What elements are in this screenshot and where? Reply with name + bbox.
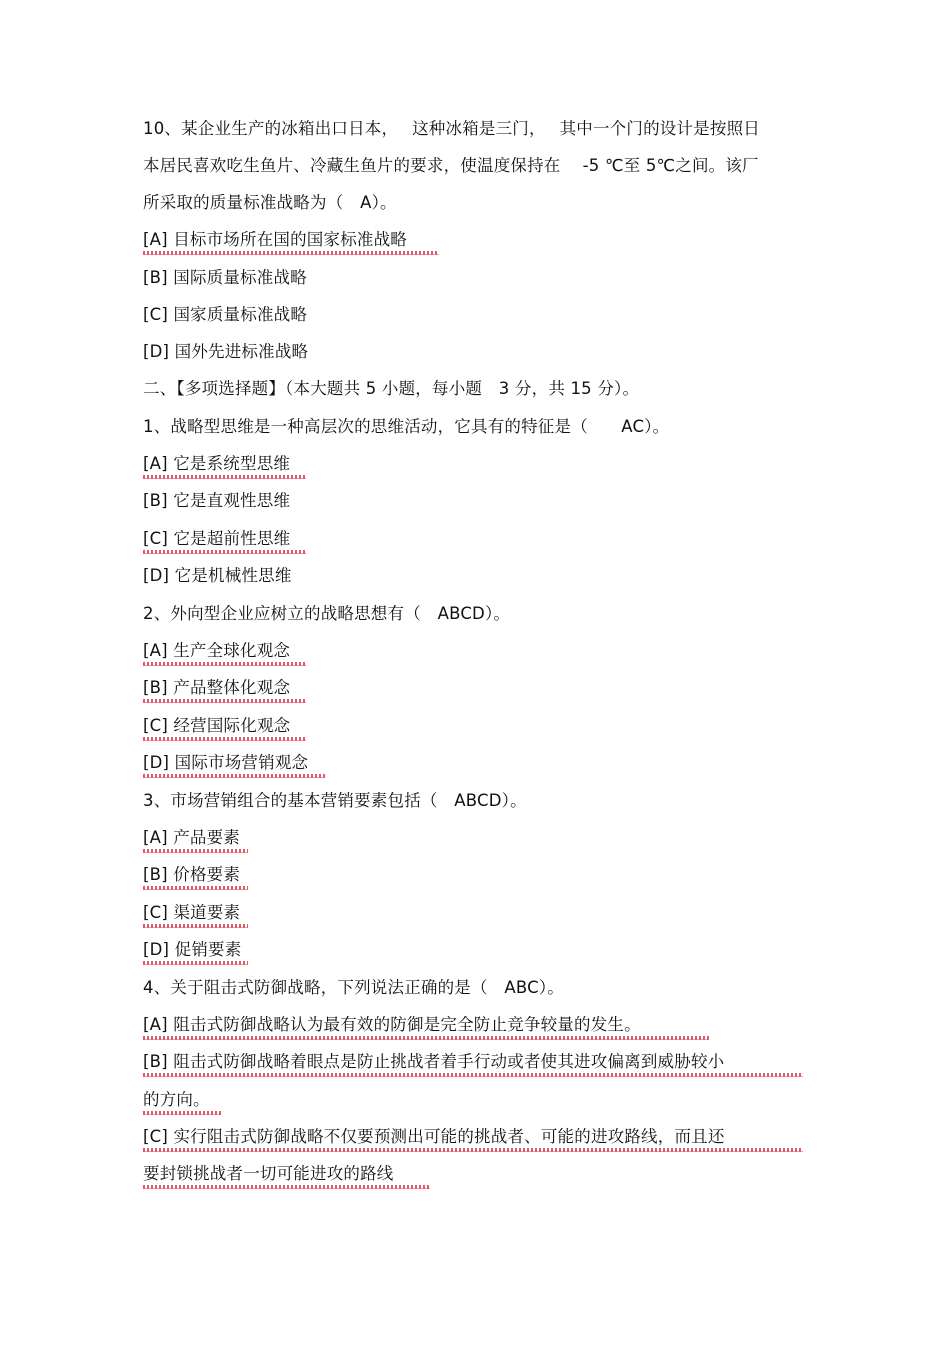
mq1-option-c-underline bbox=[143, 550, 306, 554]
mq2-option-b: [B] 产品整体化观念 bbox=[143, 678, 291, 697]
mq3-option-b-underline bbox=[143, 886, 248, 890]
q10-option-c: [C] 国家质量标准战略 bbox=[143, 305, 308, 324]
q10-option-b: [B] 国际质量标准战略 bbox=[143, 268, 307, 287]
mq2-option-d-underline bbox=[143, 774, 325, 778]
mq1-option-c: [C] 它是超前性思维 bbox=[143, 529, 291, 548]
mq2-option-b-underline bbox=[143, 699, 306, 703]
multi-question-3: 3、市场营销组合的基本营销要素包括（ ABCD）。 bbox=[143, 791, 527, 810]
mq4-option-c-underline-2 bbox=[143, 1185, 430, 1189]
multi-question-2: 2、外向型企业应树立的战略思想有（ ABCD）。 bbox=[143, 604, 511, 623]
mq3-option-c: [C] 渠道要素 bbox=[143, 903, 241, 922]
question-10-line-3: 所采取的质量标准战略为（ A）。 bbox=[143, 193, 397, 212]
mq2-option-c: [C] 经营国际化观念 bbox=[143, 716, 291, 735]
q10-option-d: [D] 国外先进标准战略 bbox=[143, 342, 309, 361]
mq4-option-b-line-1: [B] 阻击式防御战略着眼点是防止挑战者着手行动或者使其进攻偏离到威胁较小 bbox=[143, 1052, 725, 1071]
mq4-option-c-line-1: [C] 实行阻击式防御战略不仅要预测出可能的挑战者、可能的进攻路线，而且还 bbox=[143, 1127, 725, 1146]
mq3-option-a-underline bbox=[143, 849, 248, 853]
multi-question-1: 1、战略型思维是一种高层次的思维活动，它具有的特征是（ AC）。 bbox=[143, 417, 670, 436]
mq1-option-d: [D] 它是机械性思维 bbox=[143, 566, 292, 585]
mq4-option-b-line-2: 的方向。 bbox=[143, 1090, 210, 1109]
mq4-option-a: [A] 阻击式防御战略认为最有效的防御是完全防止竞争较量的发生。 bbox=[143, 1015, 641, 1034]
mq3-option-b: [B] 价格要素 bbox=[143, 865, 241, 884]
q10-option-a: [A] 目标市场所在国的国家标准战略 bbox=[143, 230, 408, 249]
mq4-option-b-underline-2 bbox=[143, 1111, 221, 1115]
q10-option-a-underline bbox=[143, 251, 439, 255]
mq2-option-a: [A] 生产全球化观念 bbox=[143, 641, 291, 660]
multi-question-4: 4、关于阻击式防御战略，下列说法正确的是（ ABC）。 bbox=[143, 978, 564, 997]
mq3-option-d: [D] 促销要素 bbox=[143, 940, 242, 959]
mq3-option-c-underline bbox=[143, 924, 248, 928]
section-2-heading: 二、【多项选择题】（本大题共 5 小题，每小题 3 分，共 15 分）。 bbox=[143, 379, 640, 398]
mq4-option-c-underline-1 bbox=[143, 1148, 803, 1152]
question-10-line-2: 本居民喜欢吃生鱼片、冷藏生鱼片的要求，使温度保持在 -5 ℃至 5℃之间。该厂 bbox=[143, 156, 759, 175]
mq4-option-b-underline-1 bbox=[143, 1073, 803, 1077]
mq1-option-a-underline bbox=[143, 475, 306, 479]
question-10-line-1: 10、某企业生产的冰箱出口日本， 这种冰箱是三门， 其中一个门的设计是按照日 bbox=[143, 119, 760, 138]
mq4-option-a-underline bbox=[143, 1036, 709, 1040]
mq3-option-a: [A] 产品要素 bbox=[143, 828, 241, 847]
mq4-option-c-line-2: 要封锁挑战者一切可能进攻的路线 bbox=[143, 1164, 394, 1183]
mq1-option-a: [A] 它是系统型思维 bbox=[143, 454, 291, 473]
mq2-option-a-underline bbox=[143, 662, 306, 666]
mq2-option-d: [D] 国际市场营销观念 bbox=[143, 753, 309, 772]
mq3-option-d-underline bbox=[143, 961, 248, 965]
mq1-option-b: [B] 它是直观性思维 bbox=[143, 491, 291, 510]
mq2-option-c-underline bbox=[143, 737, 306, 741]
